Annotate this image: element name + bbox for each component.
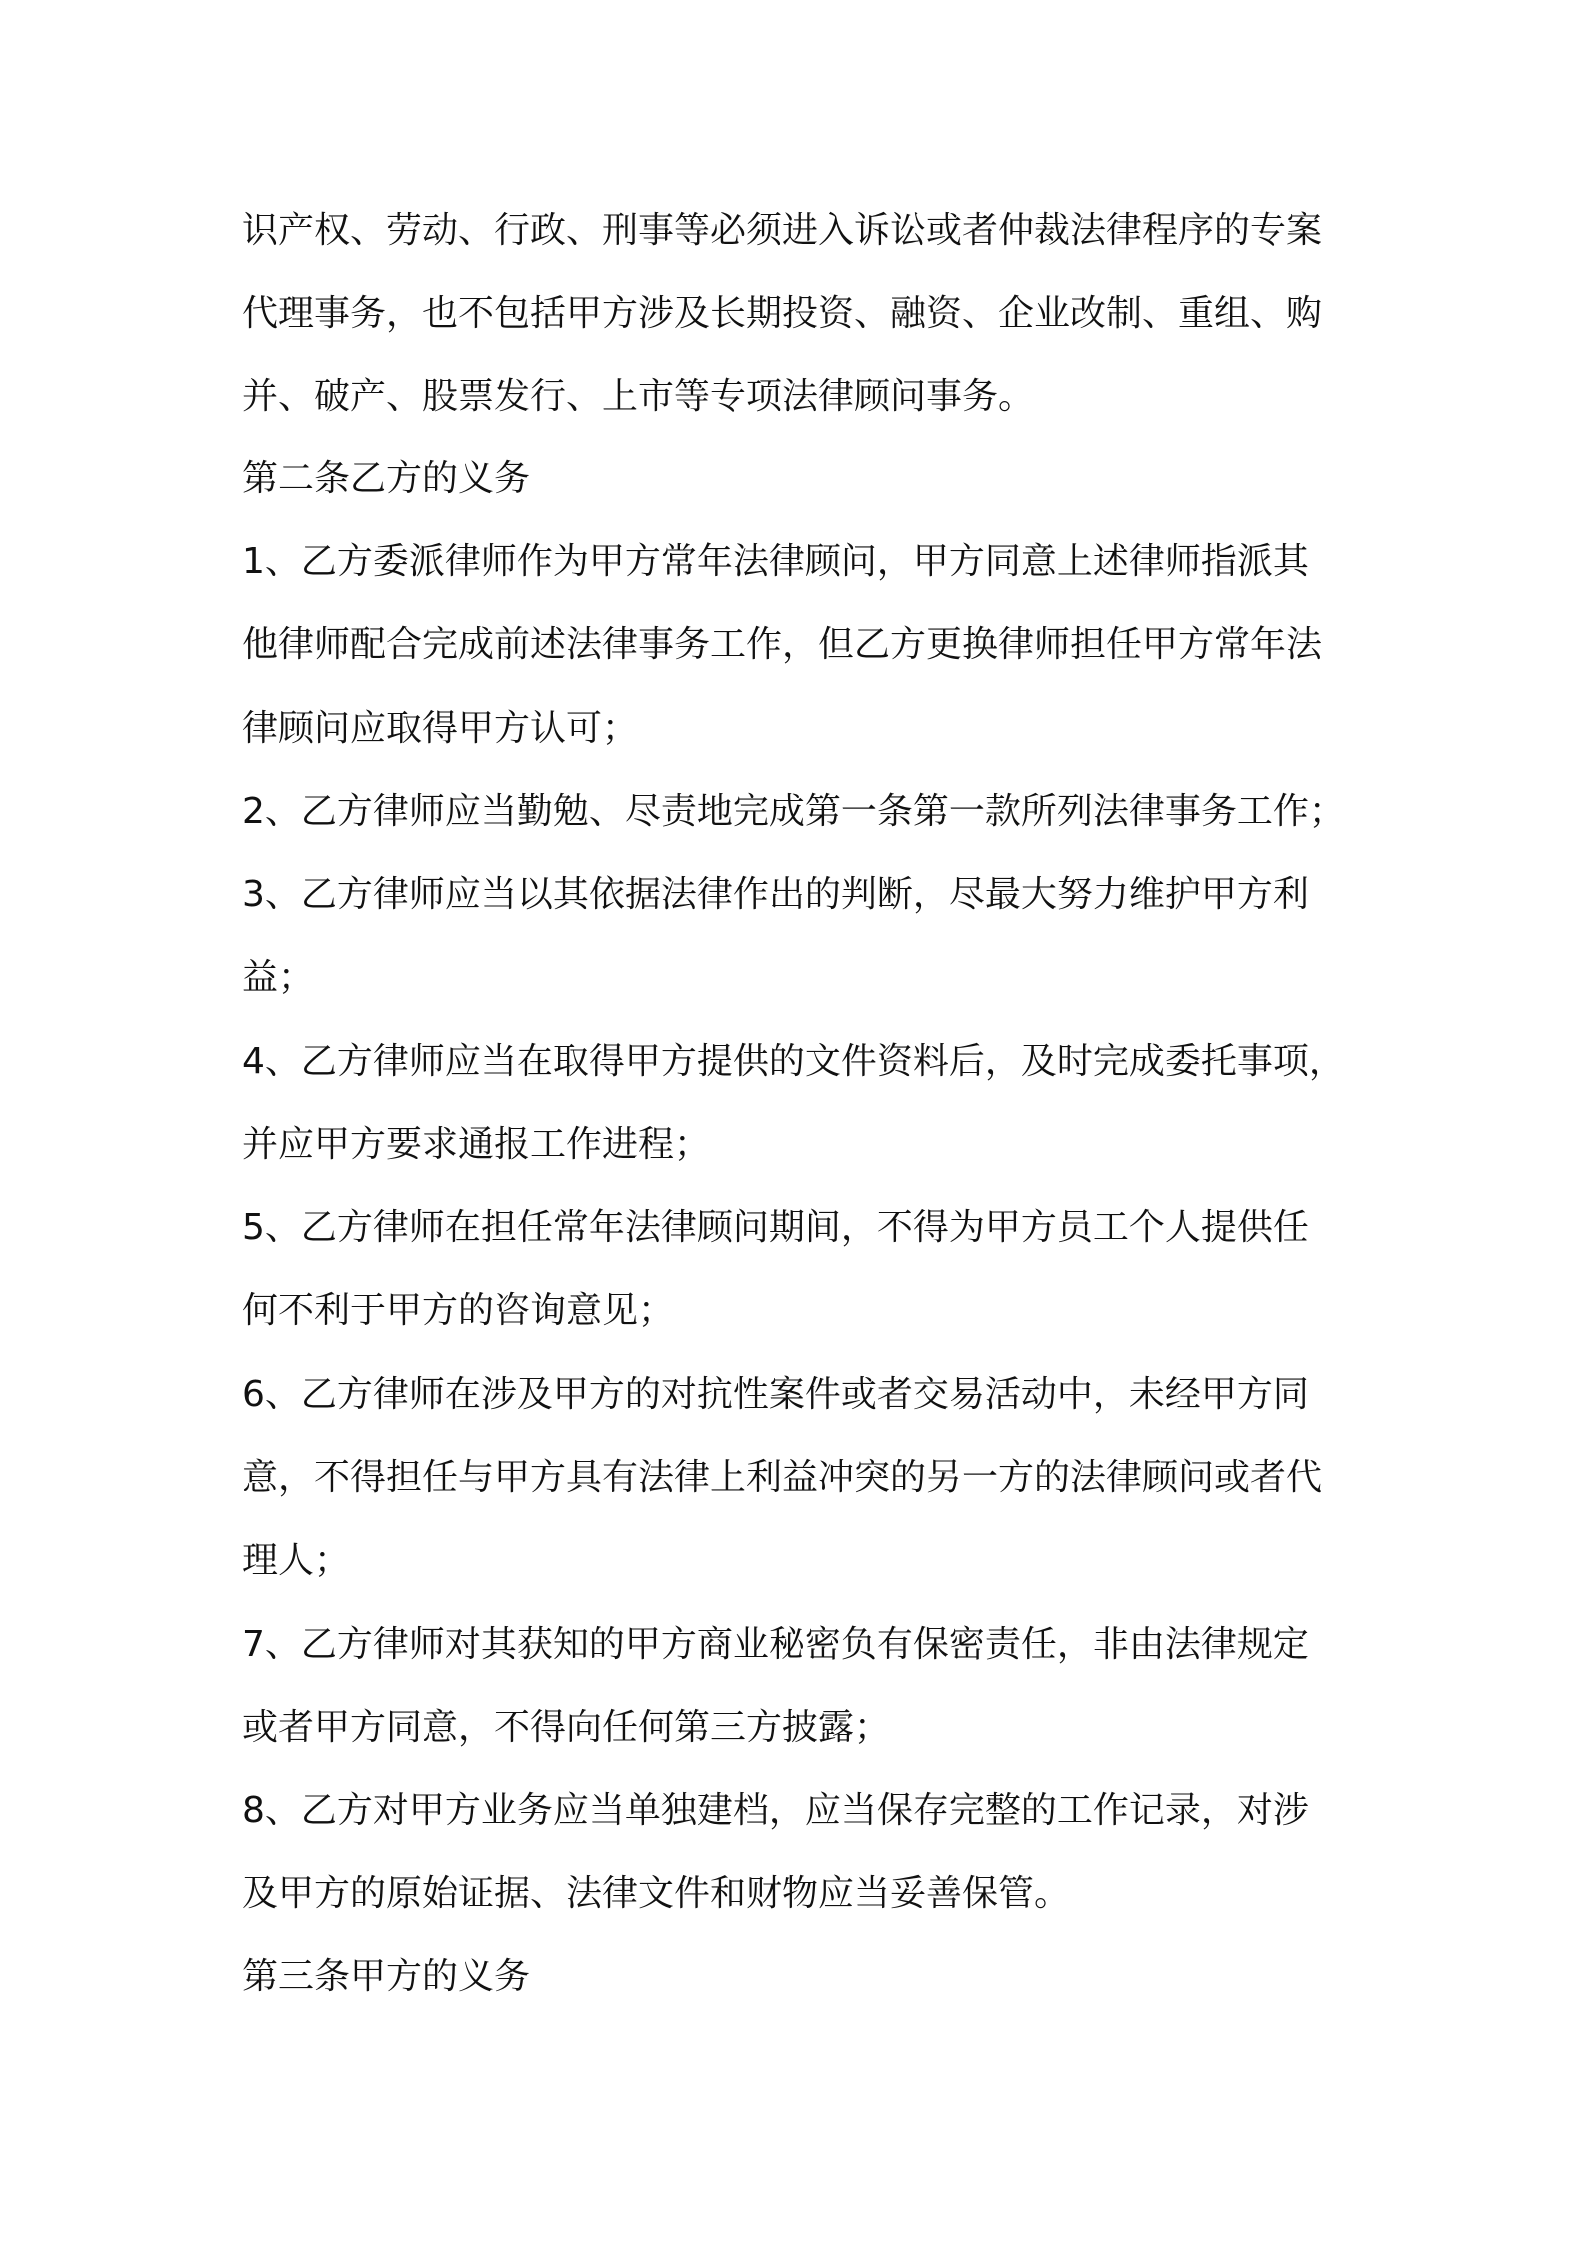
section-heading: 第三条甲方的义务: [242, 1956, 531, 1997]
paragraph-line: 6、乙方律师在涉及甲方的对抗性案件或者交易活动中，未经甲方同: [242, 1374, 1309, 1415]
paragraph-line: 4、乙方律师应当在取得甲方提供的文件资料后，及时完成委托事项，: [242, 1041, 1345, 1082]
paragraph-line: 何不利于甲方的咨询意见；: [242, 1290, 675, 1331]
paragraph-line: 他律师配合完成前述法律事务工作，但乙方更换律师担任甲方常年法: [242, 624, 1323, 665]
paragraph-line: 5、乙方律师在担任常年法律顾问期间，不得为甲方员工个人提供任: [242, 1207, 1309, 1248]
paragraph-line: 1、乙方委派律师作为甲方常年法律顾问，甲方同意上述律师指派其: [242, 541, 1309, 582]
paragraph-line: 意，不得担任与甲方具有法律上利益冲突的另一方的法律顾问或者代: [242, 1457, 1323, 1498]
paragraph-line: 或者甲方同意，不得向任何第三方披露；: [242, 1707, 891, 1748]
paragraph-line: 识产权、劳动、行政、刑事等必须进入诉讼或者仲裁法律程序的专案: [242, 210, 1323, 251]
paragraph-line: 7、乙方律师对其获知的甲方商业秘密负有保密责任，非由法律规定: [242, 1624, 1309, 1665]
paragraph-line: 3、乙方律师应当以其依据法律作出的判断，尽最大努力维护甲方利: [242, 874, 1309, 915]
paragraph-line: 益；: [242, 957, 315, 998]
section-heading: 第二条乙方的义务: [242, 458, 531, 499]
paragraph-line: 代理事务，也不包括甲方涉及长期投资、融资、企业改制、重组、购: [242, 293, 1323, 334]
paragraph-line: 并、破产、股票发行、上市等专项法律顾问事务。: [242, 376, 1035, 417]
paragraph-line: 8、乙方对甲方业务应当单独建档，应当保存完整的工作记录，对涉: [242, 1790, 1309, 1831]
paragraph-line: 并应甲方要求通报工作进程；: [242, 1124, 711, 1165]
paragraph-line: 律顾问应取得甲方认可；: [242, 708, 639, 749]
paragraph-line: 2、乙方律师应当勤勉、尽责地完成第一条第一款所列法律事务工作；: [242, 791, 1345, 832]
paragraph-line: 及甲方的原始证据、法律文件和财物应当妥善保管。: [242, 1873, 1071, 1914]
paragraph-line: 理人；: [242, 1540, 351, 1581]
